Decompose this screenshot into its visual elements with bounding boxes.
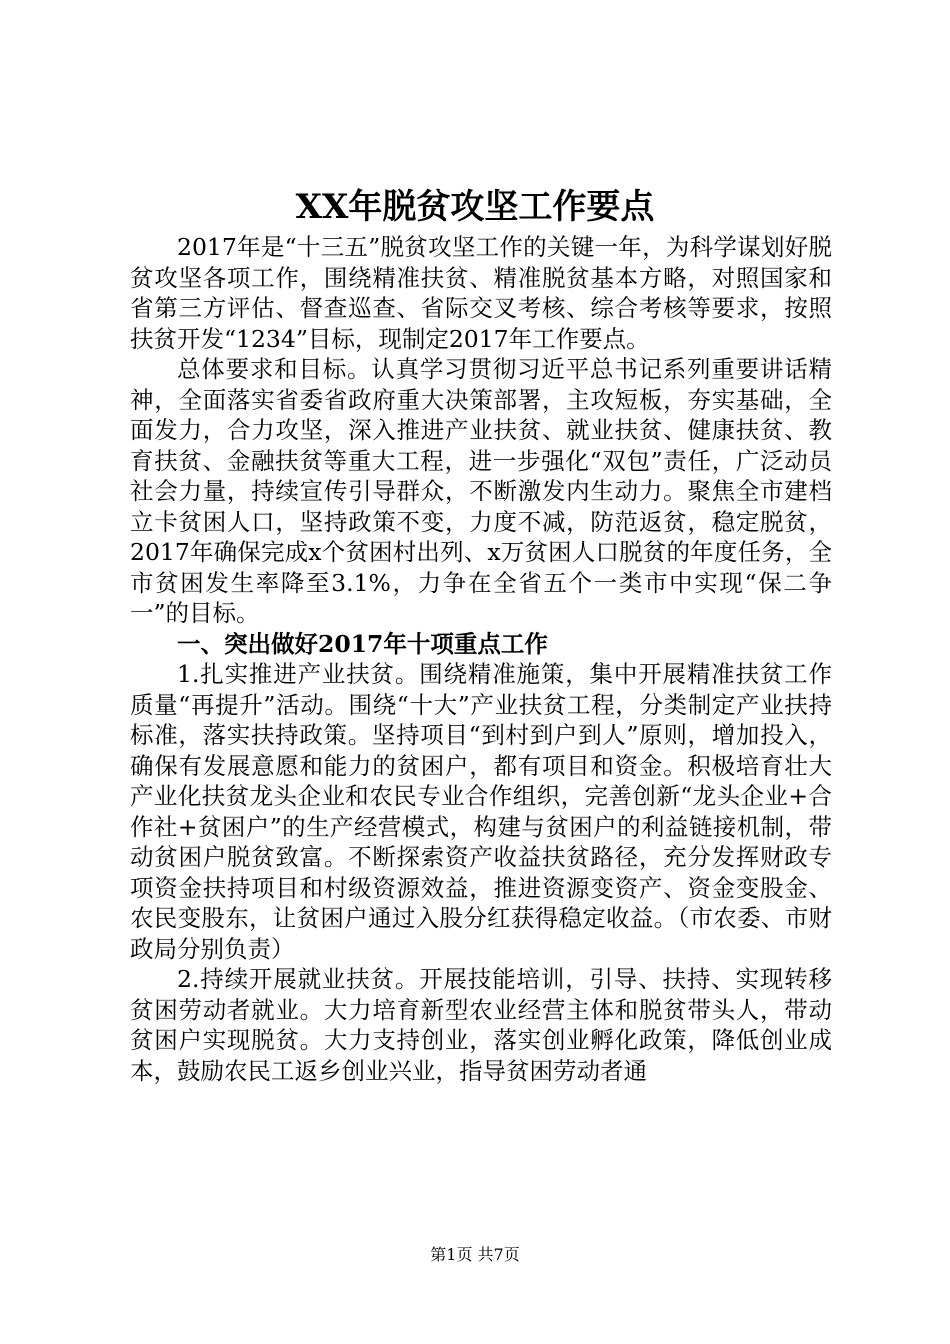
item-industry-poverty-alleviation: 1.扎实推进产业扶贫。围绕精准施策，集中开展精准扶贫工作质量“再提升”活动。围绕“十大”产业扶贫工程，分类制定产业扶持标准，落实扶持政策。坚持项目“到村到户到人”原则，增加投入，确保有发展意愿和能力的贫困户，都有项目和资金。积极培育壮大产业化扶贫龙头企业和农民专业合作组织，完善创新“龙头企业+合作社+贫困户”的生产经营模式，构建与贫困户的利益链接机制，带动贫困户脱贫致富。不断探索资产收益扶贫路径，充分发挥财政专项资金扶持项目和村级资源效益，推进资源变资产、资金变股金、农民变股东，让贫困户通过入股分红获得稳定收益。（市农委、市财政局分别负责） <box>130 660 832 963</box>
overall-requirements-paragraph: 总体要求和目标。认真学习贯彻习近平总书记系列重要讲话精神，全面落实省委省政府重大决策部署，主攻短板，夯实基础，全面发力，合力攻坚，深入推进产业扶贫、就业扶贫、健康扶贫、教育扶贫、金融扶贫等重大工程，进一步强化“双包”责任，广泛动员社会力量，持续宣传引导群众，不断激发内生动力。聚焦全市建档立卡贫困人口，坚持政策不变，力度不减，防范返贫，稳定脱贫，2017年确保完成x个贫困村出列、x万贫困人口脱贫的年度任务，全市贫困发生率降至3.1%，力争在全省五个一类市中实现“保二争一”的目标。 <box>130 355 832 627</box>
document-title: XX年脱贫攻坚工作要点 <box>295 187 655 227</box>
document-body <box>130 232 832 1086</box>
intro-paragraph: 2017年是“十三五”脱贫攻坚工作的关键一年，为科学谋划好脱贫攻坚各项工作，围绕精准扶贫、精准脱贫基本方略，对照国家和省第三方评估、督查巡查、省际交叉考核、综合考核等要求，按照扶贫开发“1234”目标，现制定2017年工作要点。 <box>130 233 832 353</box>
page-footer: 第1页 共7页 <box>430 1245 520 1264</box>
item-employment-poverty-alleviation: 2.持续开展就业扶贫。开展技能培训，引导、扶持、实现转移贫困劳动者就业。大力培育新型农业经营主体和脱贫带头人，带动贫困户实现脱贫。大力支持创业，落实创业孵化政策，降低创业成本，鼓励农民工返乡创业兴业，指导贫困劳动者通 <box>130 965 832 1085</box>
section-heading: 一、突出做好2017年十项重点工作 <box>177 629 548 658</box>
